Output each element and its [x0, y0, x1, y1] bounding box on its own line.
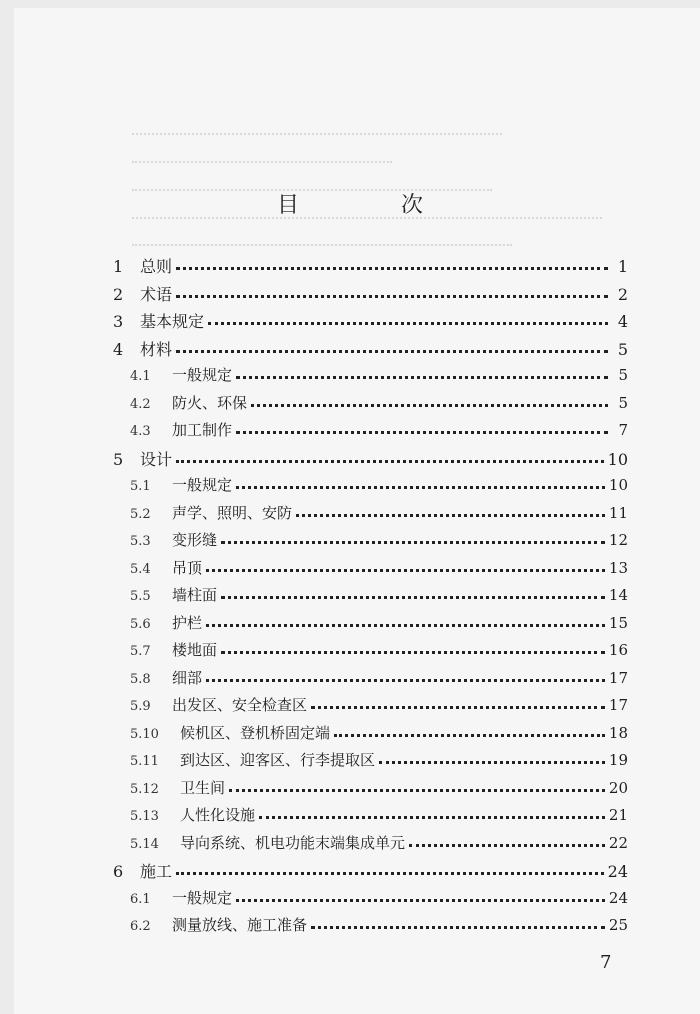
toc-entry-page: 24: [607, 862, 628, 881]
toc-entry-page: 10: [607, 449, 628, 469]
toc-subsection-entry: [130, 639, 628, 660]
toc-entry-number: 3: [113, 312, 124, 331]
toc-entry-number: 5.13: [130, 809, 159, 824]
dot-leader: [259, 816, 605, 819]
dot-leader: [208, 322, 608, 325]
toc-entry-number: 6: [113, 862, 124, 881]
toc-entry-page: 18: [608, 723, 628, 742]
dot-leader: [176, 267, 608, 270]
toc-entry-page: 5: [618, 393, 628, 412]
toc-subsection-entry: [130, 832, 628, 853]
page-title: 目 次: [276, 193, 463, 218]
toc-entry-number: 5.2: [130, 506, 151, 522]
dot-leader: [236, 899, 605, 902]
toc-subsection-entry: [130, 804, 628, 825]
toc-entry-page: 2: [617, 284, 628, 304]
toc-entry-label: 材料: [140, 339, 173, 359]
toc-subsection-entry: [130, 667, 628, 688]
toc-entry-label: 加工制作: [172, 421, 233, 439]
toc-entry-number: 5.12: [130, 781, 159, 797]
toc-entry-number: 5.10: [130, 726, 159, 742]
toc-entry-number: 5.5: [130, 589, 151, 604]
page-number: 7: [600, 952, 612, 973]
dot-leader: [221, 596, 605, 599]
toc-entry-number: 5: [113, 449, 124, 469]
toc-entry-page: 13: [608, 558, 628, 577]
dot-leader: [296, 514, 605, 517]
toc-entry-page: 1: [617, 257, 628, 276]
toc-entry-page: 10: [608, 476, 628, 494]
toc-entry-label: 设计: [140, 449, 173, 469]
toc-subsection-entry: [130, 722, 628, 743]
toc-entry-page: 4: [617, 312, 628, 331]
toc-entry-label: 测量放线、施工准备: [172, 916, 308, 934]
dot-leader: [409, 844, 605, 847]
toc-entry-label: 施工: [140, 862, 173, 881]
toc-subsection-entry: [130, 474, 628, 495]
toc-entry-page: 14: [608, 586, 628, 604]
toc-entry-label: 防火、环保: [172, 393, 248, 412]
toc-entry-label: 楼地面: [172, 641, 218, 659]
toc-entry-page: 20: [608, 778, 628, 797]
dot-leader: [206, 569, 605, 572]
toc-subsection-entry: [130, 612, 628, 633]
dot-leader: [379, 761, 605, 764]
toc-subsection-entry: [130, 584, 628, 605]
dot-leader: [206, 679, 605, 682]
toc-entry-page: 25: [608, 916, 628, 934]
toc-entry-page: 21: [608, 806, 628, 824]
toc-subsection-entry: [130, 392, 628, 413]
dot-leader: [221, 651, 605, 654]
toc-entry-number: 5.8: [130, 671, 151, 687]
toc-subsection-entry: [130, 557, 628, 578]
toc-entry-page: 17: [608, 668, 628, 687]
toc-chapter-entry: [113, 859, 628, 882]
toc-entry-number: 6.1: [130, 891, 151, 907]
toc-entry-label: 卫生间: [180, 778, 226, 797]
toc-entry-label: 候机区、登机桥固定端: [180, 723, 331, 742]
toc-entry-label: 吊顶: [172, 558, 203, 577]
dot-leader: [236, 376, 608, 379]
toc-entry-number: 2: [113, 284, 124, 304]
toc-entry-number: 5.6: [130, 616, 151, 632]
toc-subsection-entry: [130, 694, 628, 715]
toc-chapter-entry: [113, 337, 628, 360]
toc-subsection-entry: [130, 502, 628, 523]
toc-entry-page: 17: [608, 696, 628, 714]
toc-entry-label: 总则: [140, 257, 173, 276]
toc-entry-number: 5.14: [130, 836, 159, 852]
toc-chapter-entry: [113, 254, 628, 277]
toc-entry-number: 5.4: [130, 561, 151, 577]
toc-chapter-entry: [113, 447, 628, 470]
toc-entry-number: 1: [113, 257, 124, 276]
toc-entry-page: 5: [617, 339, 628, 359]
dot-leader: [176, 350, 608, 353]
toc-entry-label: 护栏: [172, 613, 203, 632]
toc-entry-page: 22: [608, 833, 628, 852]
toc-subsection-entry: [130, 364, 628, 385]
toc-entry-label: 墙柱面: [172, 586, 218, 604]
toc-chapter-entry: [113, 282, 628, 305]
toc-subsection-entry: [130, 529, 628, 550]
toc-entry-page: 24: [608, 888, 628, 907]
toc-entry-number: 4.2: [130, 396, 151, 412]
toc-entry-number: 6.2: [130, 919, 151, 934]
toc-entry-page: 15: [608, 613, 628, 632]
toc-chapter-entry: [113, 309, 628, 332]
toc-entry-label: 变形缝: [172, 531, 218, 549]
toc-entry-page: 16: [608, 641, 628, 659]
dot-leader: [236, 486, 605, 489]
dot-leader: [311, 926, 605, 929]
toc-entry-label: 到达区、迎客区、行李提取区: [180, 751, 376, 769]
toc-entry-number: 4.3: [130, 424, 151, 439]
toc-entry-label: 人性化设施: [180, 806, 256, 824]
dot-leader: [221, 541, 605, 544]
dot-leader: [251, 404, 608, 407]
dot-leader: [311, 706, 605, 709]
toc-subsection-entry: [130, 419, 628, 440]
toc-entry-label: 细部: [172, 668, 203, 687]
toc-entry-label: 术语: [140, 284, 173, 304]
toc-entry-label: 一般规定: [172, 366, 233, 384]
toc-entry-number: 5.7: [130, 644, 151, 659]
toc-subsection-entry: [130, 887, 628, 908]
toc-entry-label: 基本规定: [140, 312, 205, 331]
toc-subsection-entry: [130, 749, 628, 770]
toc-entry-page: 19: [608, 751, 628, 769]
toc-entry-number: 5.1: [130, 479, 151, 494]
dot-leader: [176, 872, 604, 875]
toc-entry-page: 7: [618, 421, 628, 439]
dot-leader: [206, 624, 605, 627]
toc-entry-number: 4.1: [130, 369, 151, 384]
toc-subsection-entry: [130, 914, 628, 935]
toc-entry-label: 一般规定: [172, 888, 233, 907]
toc-entry-label: 一般规定: [172, 476, 233, 494]
toc-entry-page: 11: [608, 503, 628, 522]
dot-leader: [176, 295, 608, 298]
toc-entry-label: 出发区、安全检查区: [172, 696, 308, 714]
toc-entry-number: 5.11: [130, 754, 159, 769]
dot-leader: [229, 789, 605, 792]
toc-entry-number: 5.3: [130, 534, 151, 549]
toc-entry-label: 导向系统、机电功能末端集成单元: [180, 833, 406, 852]
dot-leader: [334, 734, 605, 737]
toc-entry-number: 5.9: [130, 699, 151, 714]
toc-entry-number: 4: [113, 339, 124, 359]
toc-subsection-entry: [130, 777, 628, 798]
dot-leader: [236, 431, 608, 434]
toc-entry-page: 5: [618, 366, 628, 384]
toc-entry-label: 声学、照明、安防: [172, 503, 293, 522]
toc-entry-page: 12: [608, 531, 628, 549]
dot-leader: [176, 460, 604, 463]
